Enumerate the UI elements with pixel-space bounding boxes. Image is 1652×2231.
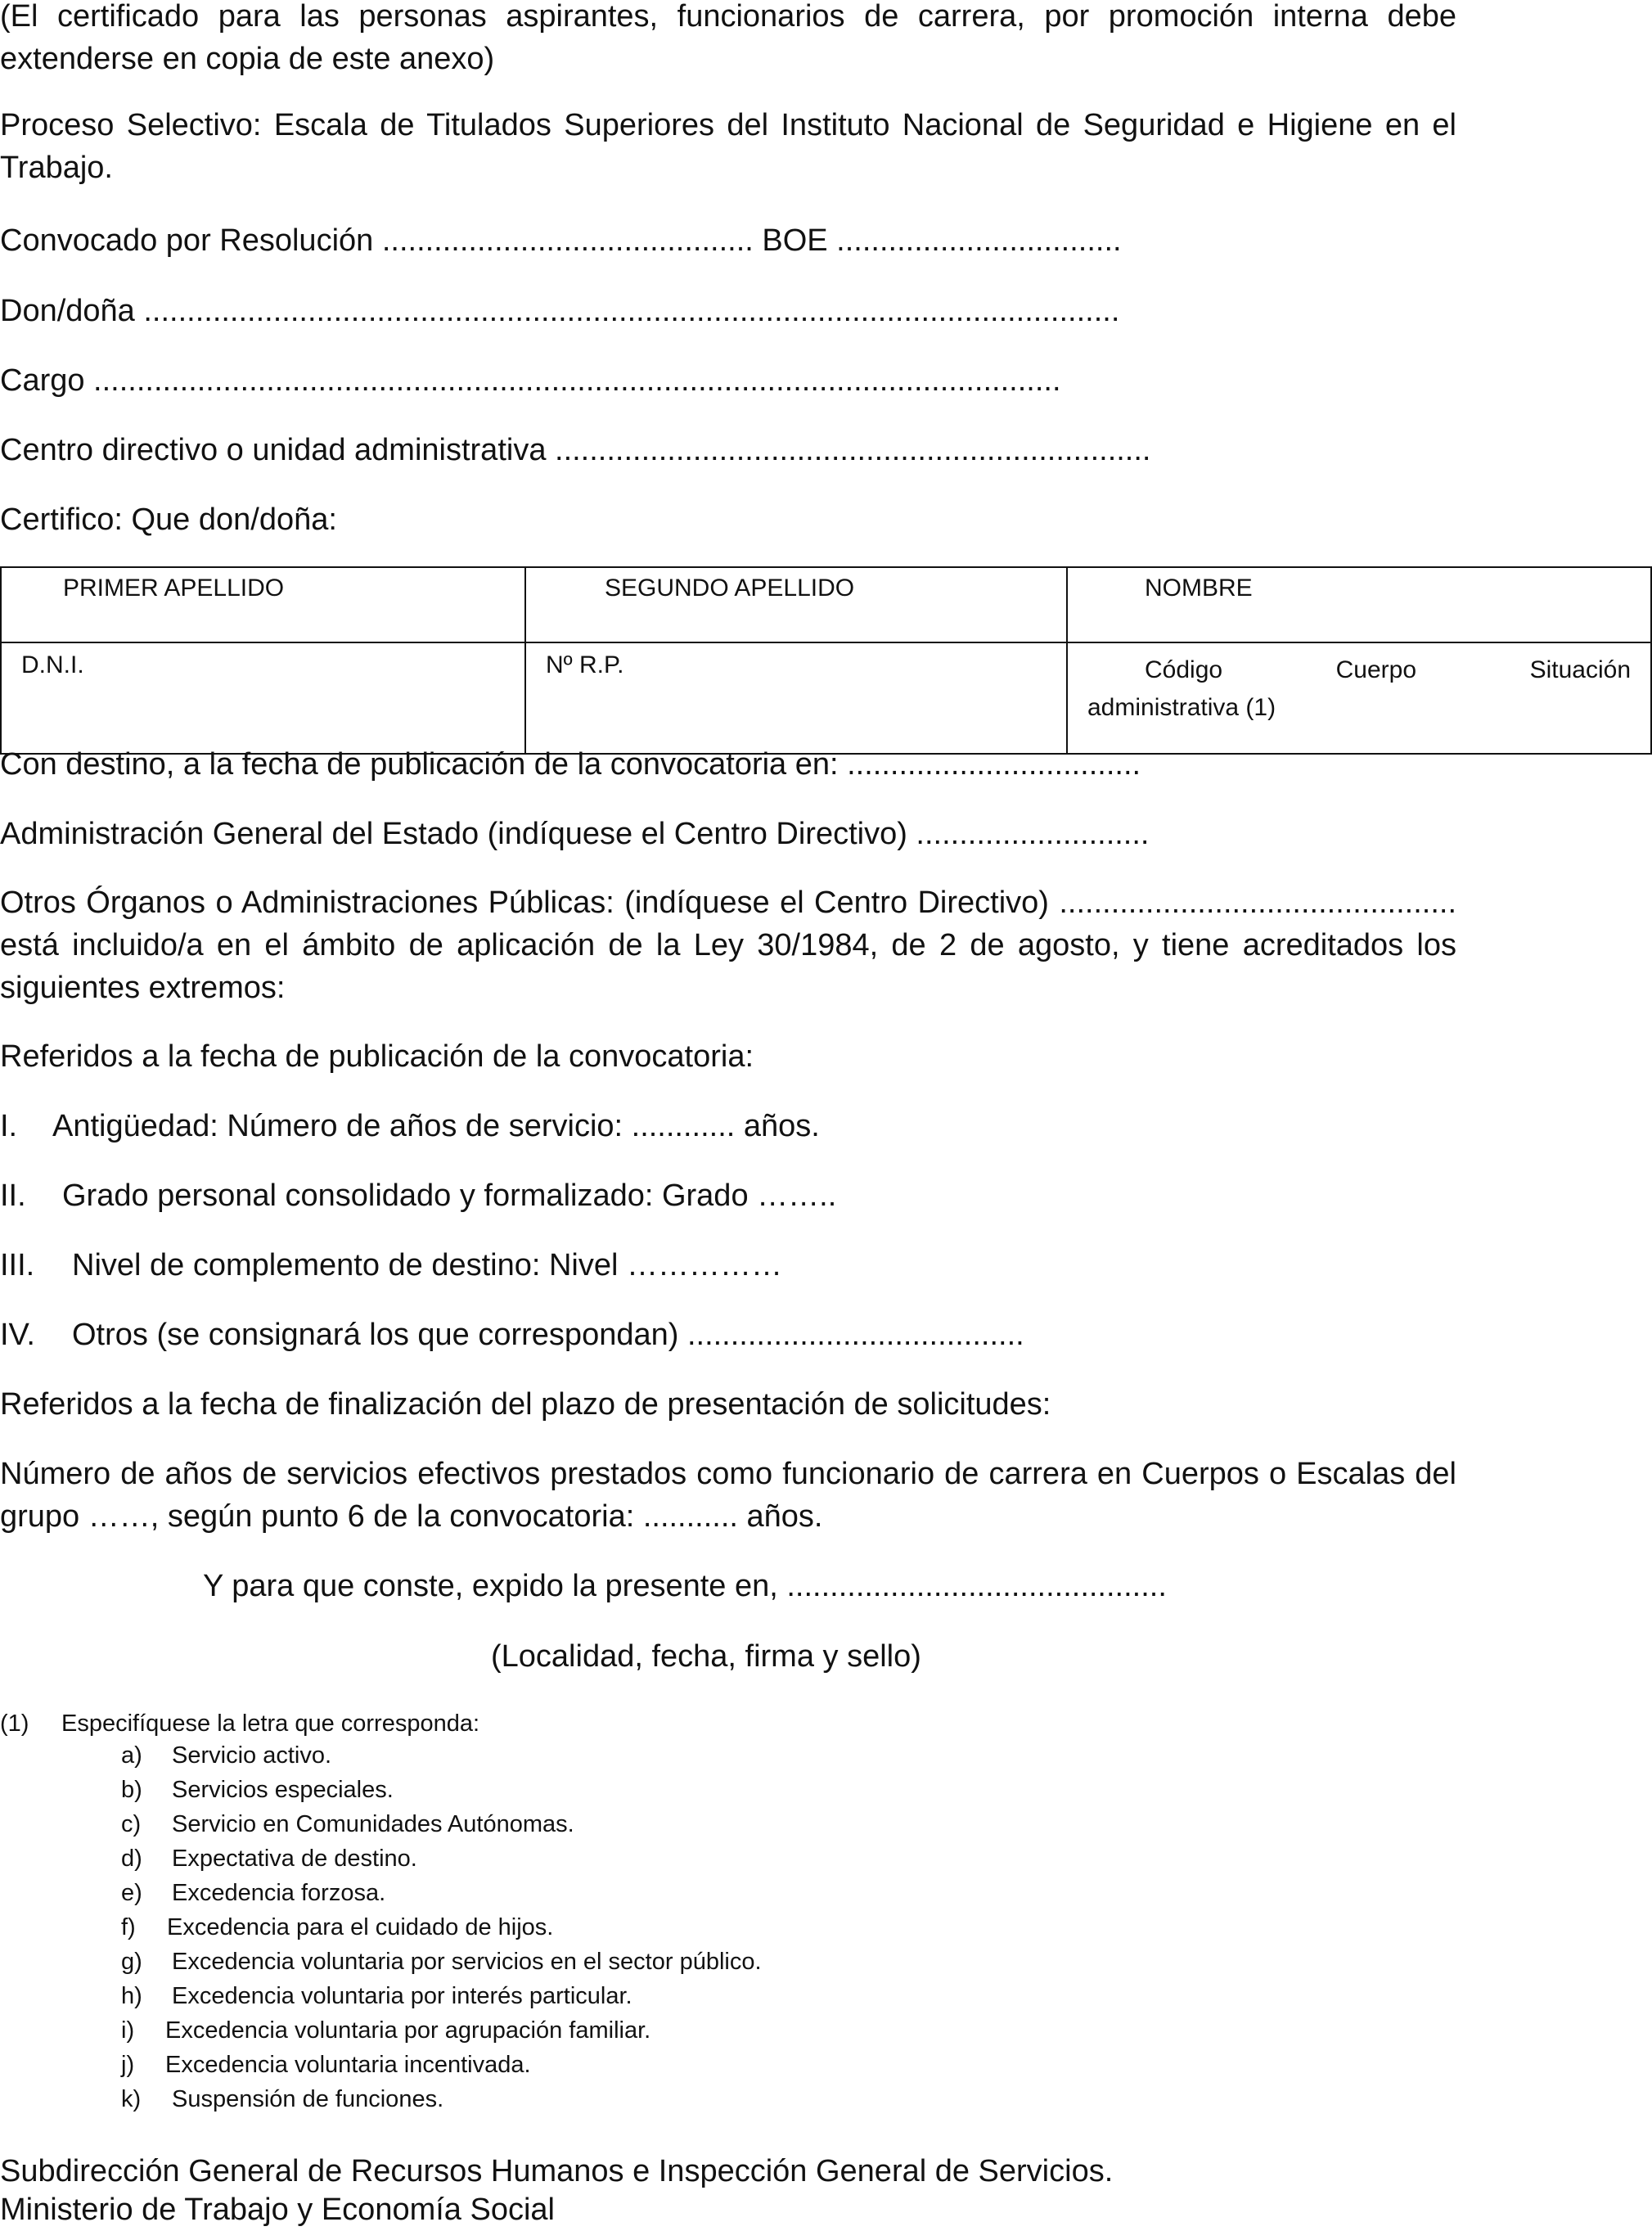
option-text: Excedencia para el cuidado de hijos. — [167, 1914, 554, 1940]
nrp-header: Nº R.P. — [525, 642, 1067, 754]
codigo-cuerpo-line1: Código Cuerpo Situación — [1145, 656, 1631, 683]
list-item — [0, 1174, 836, 1217]
list-item — [121, 1807, 574, 1841]
cargo-line: Cargo ................................................................................................................ — [0, 363, 1061, 398]
option-letter: b) — [121, 1777, 142, 1803]
con-destino-line: Con destino, a la fecha de publicación de la convocatoria en: .................................. — [0, 747, 1141, 782]
option-letter: h) — [121, 1983, 142, 2009]
numero-anos-paragraph: Número de años de servicios efectivos prestados como funcionario de carrera en Cuerpos o Escalas del grupo ……, según punto 6 de la convocatoria: ........... años. — [0, 1457, 1456, 1534]
option-letter: k) — [121, 2086, 142, 2112]
option-text: Excedencia forzosa. — [172, 1880, 386, 1906]
codigo-cuerpo-line2: administrativa (1) — [1087, 694, 1276, 721]
item-number: II. — [0, 1179, 26, 1213]
centro-directivo-line: Centro directivo o unidad administrativa ..................................................................... — [0, 433, 1151, 467]
list-item — [121, 1738, 331, 1773]
list-item — [121, 2082, 443, 2116]
option-letter: d) — [121, 1846, 142, 1872]
certifico-line: Certifico: Que don/doña: — [0, 503, 337, 537]
list-item — [0, 1105, 820, 1147]
referidos-finalizacion-line: Referidos a la fecha de finalización del plazo de presentación de solicitudes: — [0, 1387, 1051, 1422]
list-item — [121, 1979, 632, 2013]
option-text: Suspensión de funciones. — [172, 2086, 444, 2112]
segundo-apellido-header: SEGUNDO APELLIDO — [525, 567, 1067, 642]
intro-note: (El certificado para las personas aspirantes, funcionarios de carrera, por promoción interna debe extenderse en copia de este anexo) — [0, 0, 1456, 76]
option-text: Servicio en Comunidades Autónomas. — [172, 1811, 574, 1837]
list-item — [0, 1314, 1024, 1356]
option-text: Excedencia voluntaria incentivada. — [165, 2052, 531, 2078]
option-text: Excedencia voluntaria por agrupación familiar. — [165, 2017, 651, 2044]
list-item — [121, 2013, 650, 2048]
otros-organos-paragraph: Otros Órganos o Administraciones Públicas: (indíquese el Centro Directivo) .............................................. está incluido/a en el ámbito de aplicación de la Ley 30/1984, de 2 de agosto, y tiene acreditados los siguientes extremos: — [0, 886, 1456, 1005]
referidos-publicacion-line: Referidos a la fecha de publicación de la convocatoria: — [0, 1039, 754, 1074]
list-item — [121, 1910, 553, 1945]
option-text: Servicio activo. — [172, 1742, 332, 1769]
option-letter: c) — [121, 1811, 142, 1837]
item-text: Antigüedad: Número de años de servicio: ............ años. — [52, 1109, 820, 1143]
item-number: I. — [0, 1109, 18, 1143]
item-number: III. — [0, 1248, 35, 1282]
option-letter: i) — [121, 2017, 135, 2044]
option-text: Expectativa de destino. — [172, 1846, 417, 1872]
footer-line-1: Subdirección General de Recursos Humanos e Inspección General de Servicios. — [0, 2154, 1114, 2188]
list-item — [121, 1773, 394, 1807]
list-item — [121, 1945, 762, 1979]
item-text: Grado personal consolidado y formalizado: Grado …….. — [62, 1179, 837, 1213]
option-letter: e) — [121, 1880, 142, 1906]
option-letter: a) — [121, 1742, 142, 1769]
convocado-line: Convocado por Resolución ........................................... BOE ................................. — [0, 223, 1122, 258]
footnote-marker: (1) — [0, 1710, 29, 1737]
option-text: Excedencia voluntaria por servicios en el sector público. — [172, 1949, 762, 1975]
codigo-cuerpo-header — [1067, 642, 1651, 754]
list-item — [0, 1244, 782, 1287]
nombre-header: NOMBRE — [1067, 567, 1651, 642]
list-item — [121, 1841, 417, 1876]
option-letter: j) — [121, 2052, 135, 2078]
item-text: Nivel de complemento de destino: Nivel …………… — [72, 1248, 783, 1282]
item-number: IV. — [0, 1318, 35, 1352]
item-text: Otros (se consignará los que correspondan) ....................................... — [72, 1318, 1024, 1352]
dni-header: D.N.I. — [1, 642, 525, 754]
localidad-line: (Localidad, fecha, firma y sello) — [491, 1639, 921, 1674]
option-letter: g) — [121, 1949, 142, 1975]
conste-line: Y para que conste, expido la presente en, ............................................ — [203, 1569, 1167, 1603]
list-item — [121, 2048, 531, 2082]
option-text: Excedencia voluntaria por interés particular. — [172, 1983, 632, 2009]
footnote-title: Especifíquese la letra que corresponda: — [61, 1710, 480, 1737]
footer-line-2: Ministerio de Trabajo y Economía Social — [0, 2193, 555, 2227]
table-row — [1, 642, 1651, 754]
age-line: Administración General del Estado (indíquese el Centro Directivo) ........................... — [0, 817, 1150, 851]
don-dona-line: Don/doña ................................................................................................................. — [0, 294, 1120, 328]
identity-table — [0, 566, 1652, 755]
proceso-selectivo: Proceso Selectivo: Escala de Titulados Superiores del Instituto Nacional de Seguridad e Higiene en el Trabajo. — [0, 108, 1456, 185]
table-row — [1, 567, 1651, 642]
list-item — [121, 1876, 385, 1910]
footnote-header — [0, 1706, 479, 1741]
option-text: Servicios especiales. — [172, 1777, 394, 1803]
option-letter: f) — [121, 1914, 136, 1940]
primer-apellido-header: PRIMER APELLIDO — [1, 567, 525, 642]
